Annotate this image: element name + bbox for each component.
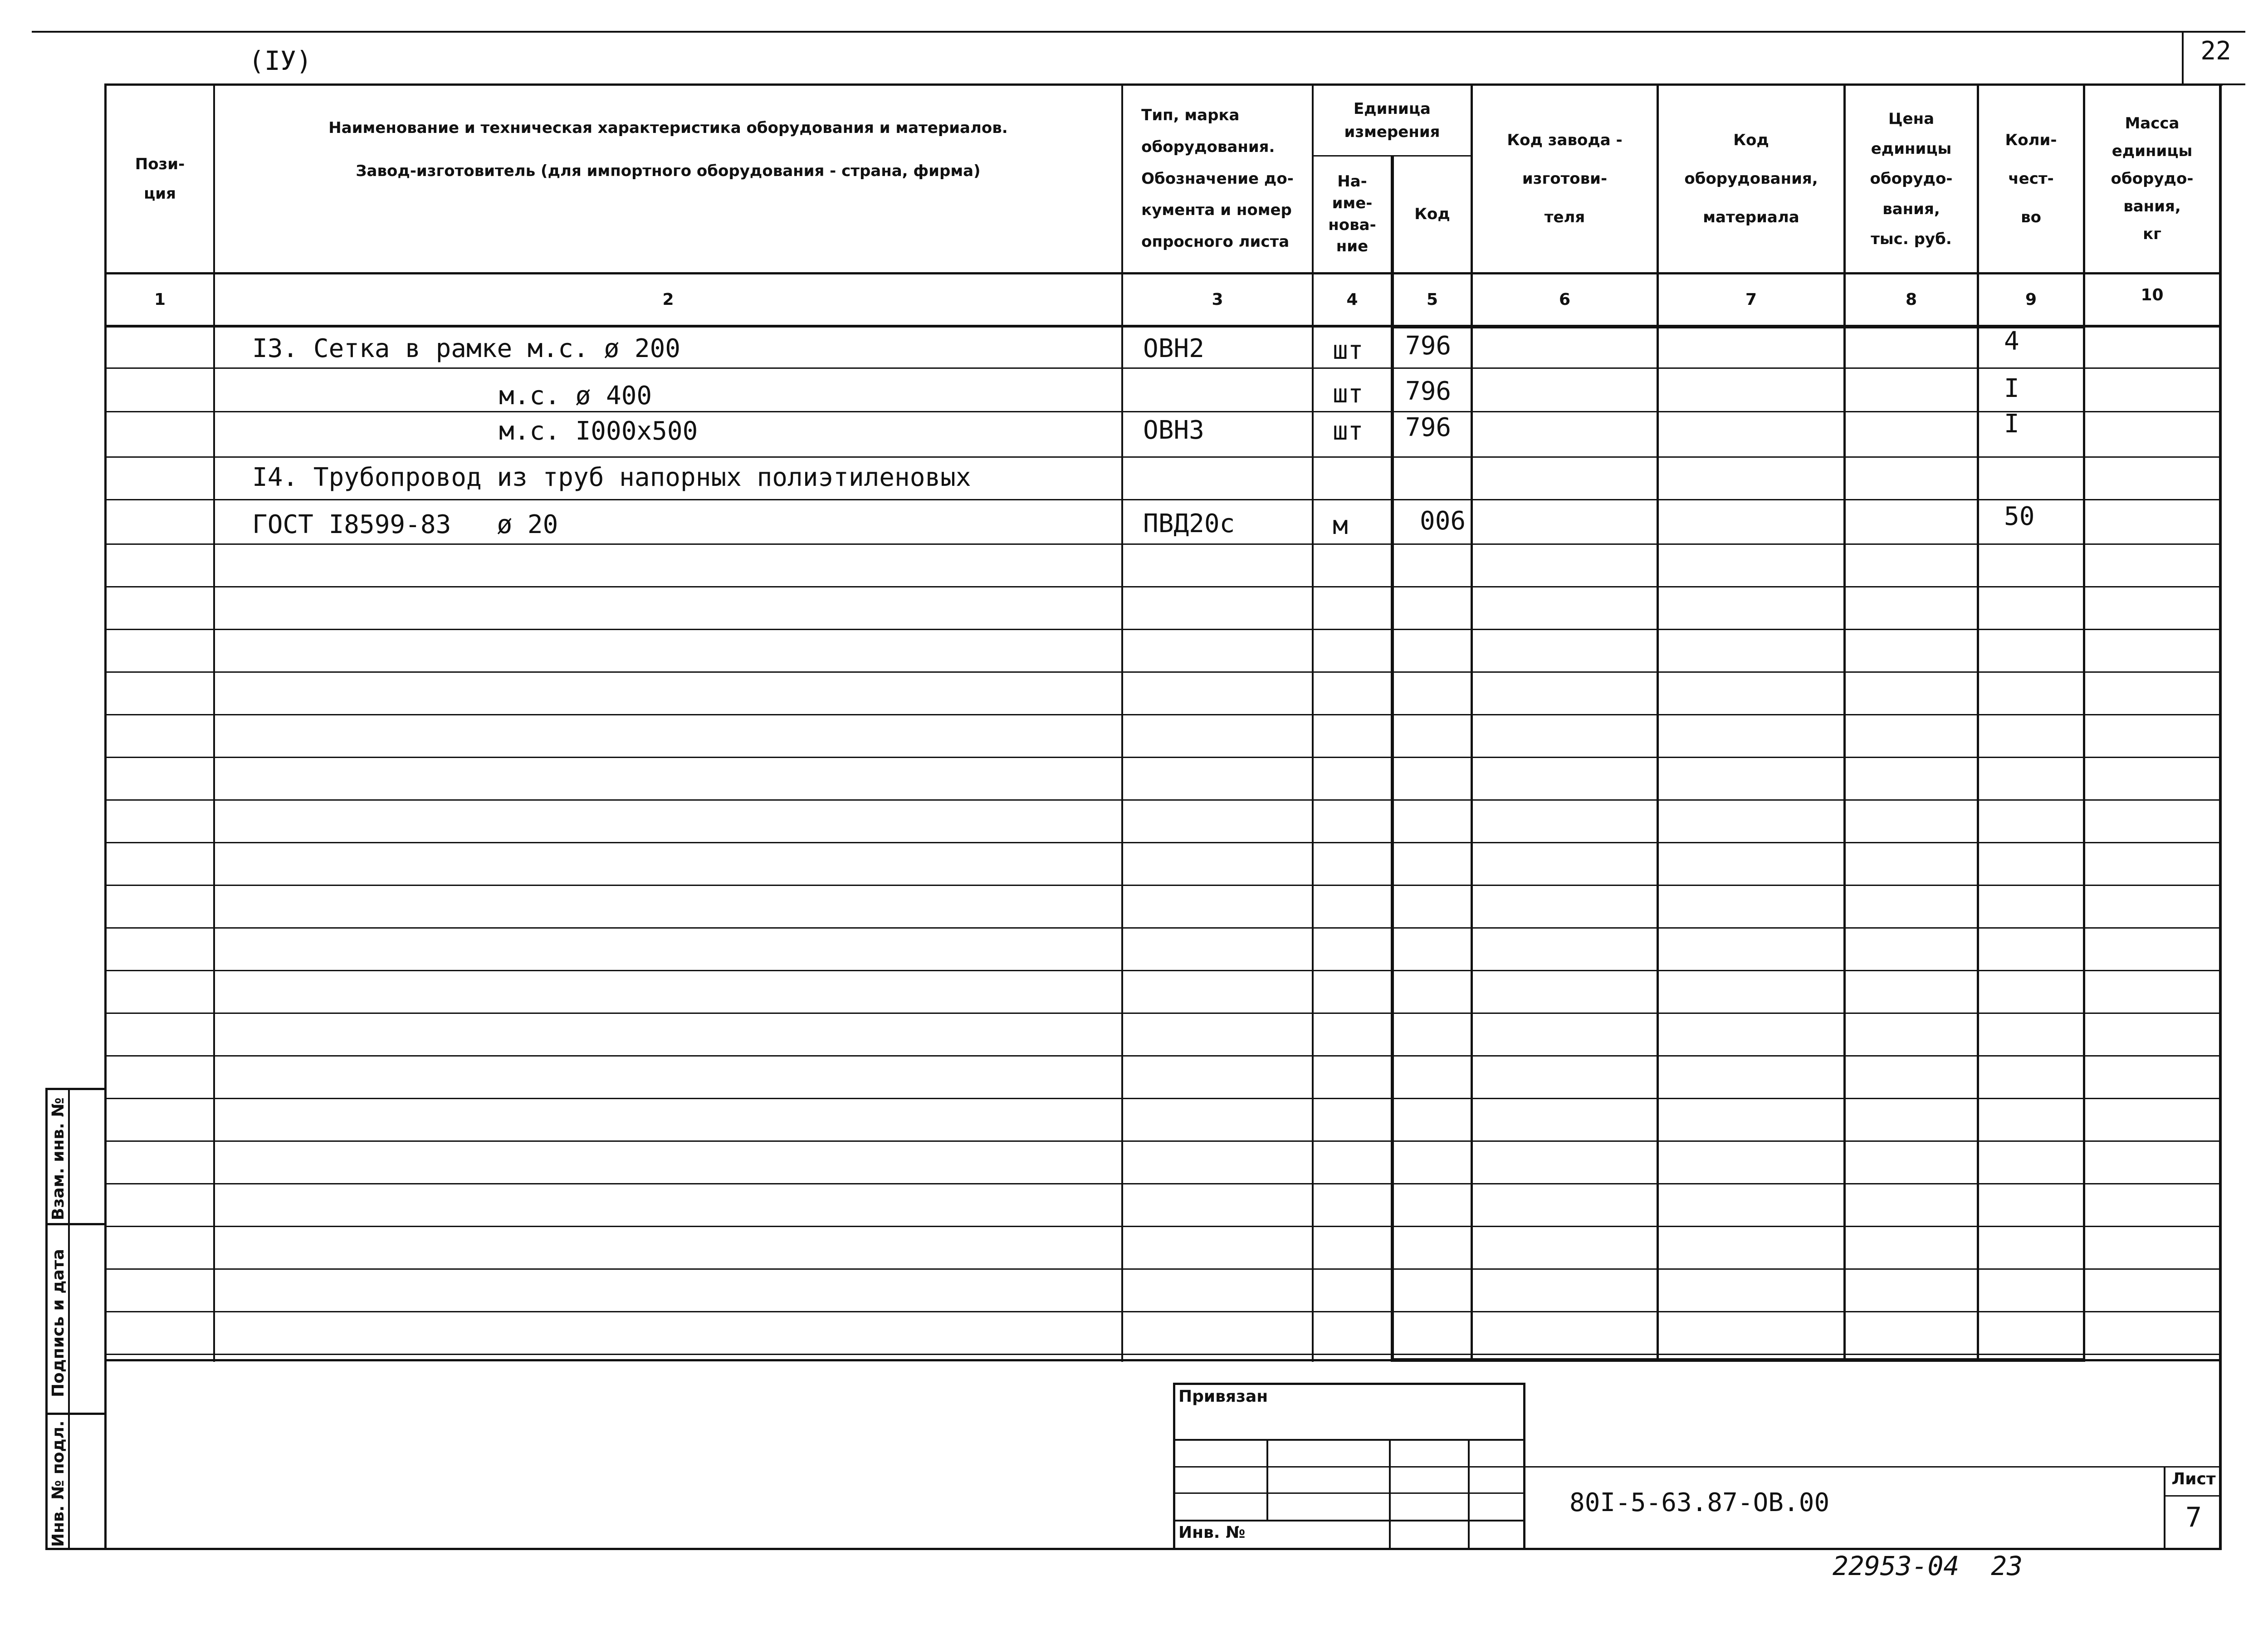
footer-stamp: 22953-04 23 — [1833, 1551, 2023, 1581]
side-stamp-div-2 — [45, 1413, 107, 1415]
body-rule-9 — [104, 714, 2222, 715]
frame-right — [2219, 83, 2222, 1550]
col-line-8 — [1977, 83, 1979, 1362]
col-header-name: Наименование и техническая характеристика оборудования и материалов. Завод-изготовитель (для импортного оборудования - страна, фирма) — [328, 118, 1008, 180]
col-line-1 — [213, 83, 215, 1362]
row-3-qty: I — [2004, 409, 2019, 439]
privyazan-row-3 — [1173, 1492, 1525, 1494]
privyazan-box-top — [1173, 1383, 1525, 1385]
privyazan-box-left — [1173, 1383, 1175, 1549]
body-bottom-rule — [104, 1359, 2222, 1361]
unit-group-header: Единица измерения — [1344, 99, 1440, 141]
body-rule-14 — [104, 927, 2222, 929]
col-number-1: 1 — [154, 290, 166, 309]
privyazan-box-right — [1523, 1383, 1525, 1549]
body-rule-10 — [104, 757, 2222, 758]
body-rule-12 — [104, 842, 2222, 843]
body-rule-11 — [104, 799, 2222, 801]
page-number-corner: 22 — [2200, 36, 2231, 66]
row-1-qty: 4 — [2004, 327, 2019, 356]
side-stamp-podpis: Подпись и дата — [49, 1249, 68, 1397]
body-rule-24 — [104, 1354, 2222, 1355]
privyazan-row-4 — [1173, 1520, 1525, 1521]
col-number-5: 5 — [1426, 290, 1438, 309]
side-stamp-vzam: Взам. инв. № — [49, 1097, 68, 1220]
col-header-mass: Масса единицы оборудо- вания, кг — [2111, 114, 2194, 244]
col-line-3 — [1312, 83, 1314, 1362]
body-rule-23 — [104, 1311, 2222, 1312]
privyazan-col-2 — [1389, 1439, 1391, 1549]
row-3-name: м.с. I000х500 — [499, 416, 698, 446]
row-2-unit: шт — [1333, 379, 1364, 409]
body-rule-15 — [104, 970, 2222, 971]
row-2-qty: I — [2004, 374, 2019, 403]
row-1-code: 796 — [1405, 331, 1452, 361]
col-header-type: Тип, марка оборудования. Обозначение до- кумента и номер опросного листа — [1141, 106, 1294, 251]
body-rule-6 — [104, 586, 2222, 587]
top-rule — [32, 31, 2245, 33]
body-rule-21 — [104, 1226, 2222, 1227]
row-5-unit: м — [1333, 511, 1348, 540]
col-line-2 — [1121, 83, 1123, 1362]
col-line-4 — [1391, 155, 1394, 1362]
designation-rule — [1525, 1466, 2222, 1468]
privyazan-label: Привязан — [1178, 1387, 1268, 1406]
row-5-type: ПВД20с — [1143, 509, 1235, 538]
sheet-box-left — [2164, 1466, 2165, 1549]
frame-bottom — [45, 1548, 2222, 1550]
inv-no-label: Инв. № — [1178, 1523, 1246, 1542]
col-number-7: 7 — [1745, 290, 1757, 309]
side-stamp-inv-podl: Инв. № подл. — [49, 1420, 68, 1547]
col-line-5 — [1471, 83, 1473, 1362]
row-3-unit: шт — [1333, 416, 1364, 446]
col-number-4: 4 — [1346, 290, 1358, 309]
body-rule-13 — [104, 885, 2222, 886]
sheet-label: Лист — [2171, 1470, 2216, 1488]
privyazan-col-3 — [1468, 1439, 1470, 1549]
row-3-type: ОВН3 — [1143, 416, 1204, 445]
side-stamp-mid — [68, 1088, 70, 1550]
col-number-2: 2 — [662, 290, 674, 309]
group-label: (IУ) — [249, 45, 312, 76]
col-number-9: 9 — [2025, 290, 2037, 309]
row-4-name: I4. Трубопровод из труб напорных полиэтиленовых — [252, 463, 971, 492]
body-rule-16 — [104, 1013, 2222, 1014]
privyazan-row-2 — [1173, 1466, 1525, 1468]
document-designation: 80I-5-63.87-ОВ.00 — [1569, 1488, 1830, 1517]
body-rule-17 — [104, 1055, 2222, 1057]
body-rule-22 — [104, 1268, 2222, 1270]
side-stamp-top — [45, 1088, 107, 1090]
corner-box-left — [2182, 31, 2184, 84]
header-rule — [104, 272, 2222, 274]
row-1-unit: шт — [1333, 336, 1364, 365]
body-rule-4 — [104, 499, 2222, 500]
col-header-equipment-code: Код оборудования, материала — [1684, 131, 1818, 226]
row-1-type: ОВН2 — [1143, 334, 1204, 363]
body-rule-5 — [104, 543, 2222, 545]
col-header-factory-code: Код завода - изготови- теля — [1507, 131, 1623, 226]
body-rule-19 — [104, 1140, 2222, 1142]
col-header-position: Пози- ция — [135, 155, 185, 203]
row-1-name: I3. Сетка в рамке м.с. ø 200 — [252, 334, 681, 363]
body-rule-7 — [104, 629, 2222, 630]
privyazan-row-1 — [1173, 1439, 1525, 1441]
col-number-8: 8 — [1905, 290, 1917, 309]
body-rule-20 — [104, 1183, 2222, 1184]
row-3-code: 796 — [1405, 413, 1452, 442]
col-number-6: 6 — [1559, 290, 1571, 309]
col-line-7 — [1843, 83, 1846, 1362]
body-rule-8 — [104, 671, 2222, 673]
col-header-price: Цена единицы оборудо- вания, тыс. руб. — [1870, 109, 1953, 248]
row-5-qty: 50 — [2004, 502, 2035, 531]
side-stamp-div-1 — [45, 1223, 107, 1225]
body-rule-1 — [104, 367, 2222, 369]
row-5-name: ГОСТ I8599-83 ø 20 — [252, 510, 558, 539]
col-number-3: 3 — [1212, 290, 1223, 309]
col-line-6 — [1657, 83, 1659, 1362]
body-rule-3 — [104, 456, 2222, 458]
body-rule-18 — [104, 1098, 2222, 1099]
row-2-code: 796 — [1405, 377, 1452, 406]
sheet-number: 7 — [2185, 1502, 2202, 1533]
row-5-code: 006 — [1420, 506, 1466, 536]
privyazan-col-1 — [1266, 1439, 1268, 1521]
col-number-10: 10 — [2141, 286, 2164, 304]
col-header-quantity: Коли- чест- во — [2005, 131, 2057, 226]
col-header-unit-code: Код — [1414, 205, 1450, 224]
side-stamp-left — [45, 1088, 48, 1550]
bold-frame-top — [1391, 325, 2085, 328]
col-header-unit-name: На- име- нова- ние — [1328, 172, 1376, 256]
sheet-box-mid — [2164, 1495, 2222, 1497]
body-rule-2 — [104, 411, 2222, 412]
col-line-9 — [2083, 83, 2085, 1362]
row-2-name: м.с. ø 400 — [499, 381, 652, 411]
